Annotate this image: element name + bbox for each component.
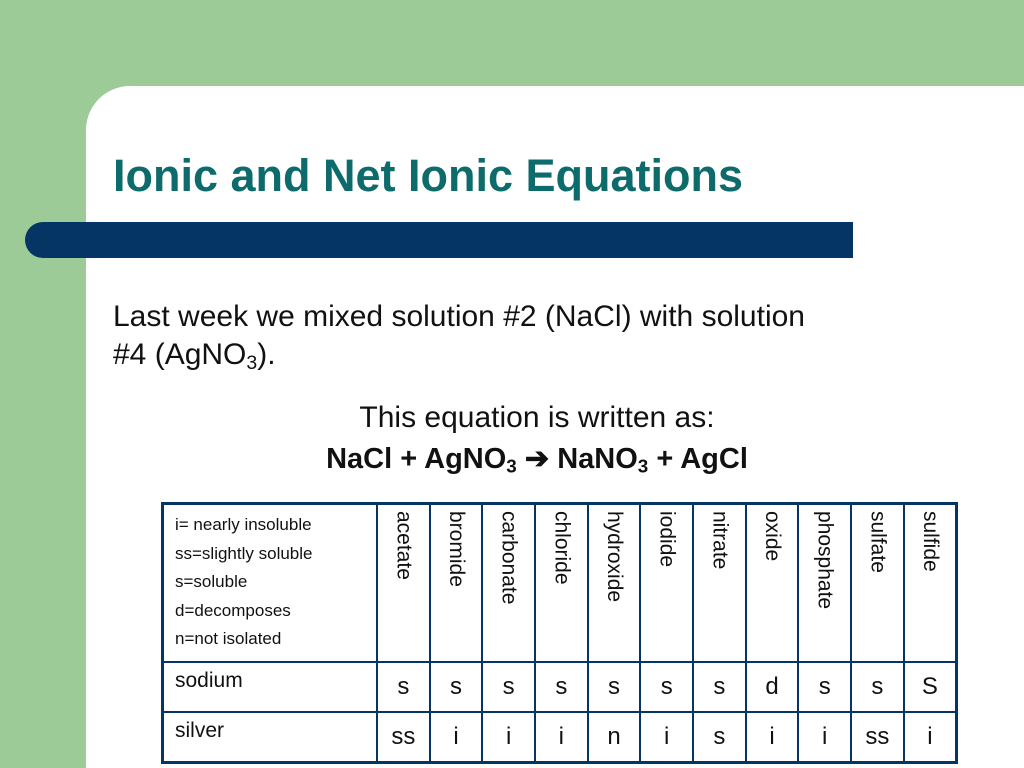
anion-label: iodide <box>655 511 679 568</box>
solubility-cell: s <box>640 662 693 712</box>
solubility-cell: s <box>535 662 588 712</box>
anion-label: sulfide <box>918 511 942 572</box>
intro-line-1: Last week we mixed solution #2 (NaCl) with solution <box>113 300 805 333</box>
solubility-cell: s <box>693 662 746 712</box>
solubility-cell: ss <box>851 712 904 763</box>
anion-header <box>798 504 851 663</box>
anion-header <box>851 504 904 663</box>
intro-text <box>113 298 913 374</box>
solubility-table <box>161 502 958 764</box>
anion-header <box>430 504 483 663</box>
solubility-cell: i <box>482 712 535 763</box>
intro-line-2-pre: #4 (AgNO <box>113 338 247 371</box>
table-header-row <box>163 504 957 663</box>
anion-header <box>482 504 535 663</box>
anion-label: acetate <box>392 511 416 580</box>
intro-line-2-post: ). <box>257 338 276 371</box>
legend-cell <box>163 504 378 663</box>
solubility-cell: ss <box>377 712 430 763</box>
solubility-cell: i <box>430 712 483 763</box>
equation-reactant-sub: 3 <box>506 455 517 477</box>
equation-product-sub: 3 <box>637 455 649 477</box>
anion-label: phosphate <box>813 511 837 610</box>
legend-item: s=soluble <box>175 572 248 591</box>
arrow-icon: ➔ <box>524 443 550 475</box>
equation-product-2: + AgCl <box>648 443 748 475</box>
table-body <box>163 662 957 763</box>
equation-product-1: NaNO <box>549 443 638 475</box>
solubility-cell: S <box>904 662 957 712</box>
solubility-cell: d <box>746 662 799 712</box>
anion-header <box>588 504 641 663</box>
table-row <box>163 662 957 712</box>
anion-header <box>693 504 746 663</box>
title-underline-bar <box>25 222 853 258</box>
solubility-cell: s <box>482 662 535 712</box>
solubility-cell: i <box>798 712 851 763</box>
intro-line-2-sub: 3 <box>246 351 258 374</box>
solubility-cell: i <box>535 712 588 763</box>
anion-header <box>640 504 693 663</box>
solubility-cell: s <box>430 662 483 712</box>
anion-header <box>377 504 430 663</box>
legend-item: i= nearly insoluble <box>175 515 312 534</box>
anion-label: chloride <box>550 511 574 585</box>
anion-label: sulfate <box>866 511 890 573</box>
legend-item: n=not isolated <box>175 629 282 648</box>
anion-label: nitrate <box>708 511 732 570</box>
solubility-cell: s <box>693 712 746 763</box>
slide-title: Ionic and Net Ionic Equations <box>113 150 744 201</box>
cation-label: silver <box>163 712 378 763</box>
solubility-cell: n <box>588 712 641 763</box>
anion-label: oxide <box>761 511 785 562</box>
equation-reactants: NaCl + AgNO <box>326 443 507 475</box>
legend-item: ss=slightly soluble <box>175 543 313 563</box>
solubility-cell: i <box>640 712 693 763</box>
solubility-cell: i <box>746 712 799 763</box>
legend-item: d=decomposes <box>175 600 291 620</box>
solubility-cell: i <box>904 712 957 763</box>
anion-header <box>746 504 799 663</box>
solubility-cell: s <box>851 662 904 712</box>
solubility-cell: s <box>588 662 641 712</box>
anion-header <box>904 504 957 663</box>
solubility-cell: s <box>377 662 430 712</box>
table-row <box>163 712 957 763</box>
cation-label: sodium <box>163 662 378 712</box>
anion-label: carbonate <box>497 511 521 605</box>
equation-intro: This equation is written as: <box>359 401 715 434</box>
anion-label: hydroxide <box>603 511 627 603</box>
anion-label: bromide <box>445 511 468 587</box>
solubility-cell: s <box>798 662 851 712</box>
anion-header <box>535 504 588 663</box>
chemical-equation <box>0 440 1024 478</box>
